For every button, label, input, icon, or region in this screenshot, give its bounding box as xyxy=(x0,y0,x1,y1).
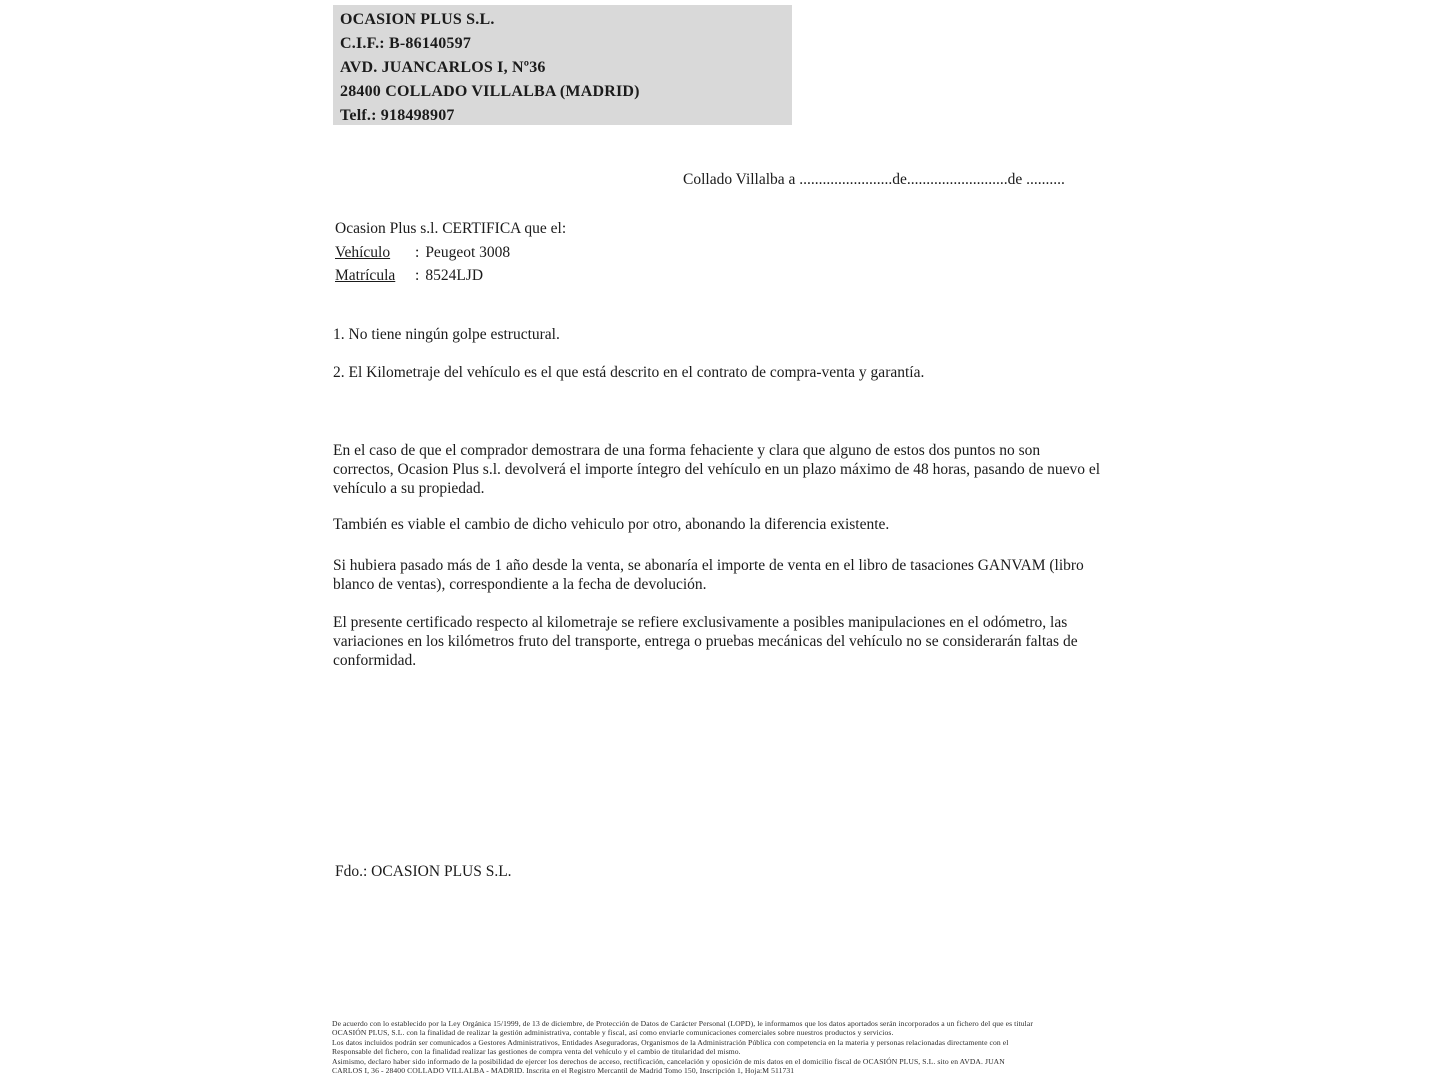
legal-line-2: OCASIÓN PLUS, S.L. con la finalidad de realizar la gestión administrativa, contable y fiscal, así como enviarle comunicaciones comerciales sobre nuestros productos y servicios. xyxy=(332,1028,894,1038)
plate-label: Matrícula xyxy=(335,267,396,284)
vehicle-label: Vehículo xyxy=(335,243,391,261)
legal-line-1: De acuerdo con lo establecido por la Ley Orgánica 15/1999, de 13 de diciembre, de Protección de Datos de Carácter Personal (LOPD), le informamos que los datos aportados serán incorporados a un fichero del que es titular xyxy=(332,1019,1033,1028)
legal-line-3: Los datos incluidos podrán ser comunicados a Gestores Administrativos, Entidades Aseguradoras, Organismos de la Administración Pública con competencia en la materia y personas relacionadas directamente con el xyxy=(332,1037,1009,1047)
plate-separator: : xyxy=(415,267,420,284)
legal-line-4: Responsable del fichero, con la finalidad realizar las gestiones de compra venta del vehículo y el cambio de titularidad del mismo. xyxy=(332,1047,741,1057)
paragraph-ganvam-valuation: Si hubiera pasado más de 1 año desde la venta, se abonaría el importe de venta en el libro de tasaciones GANVAM (libro blanco de ventas), correspondiente a la fecha de devolución. xyxy=(333,557,1084,593)
paragraph-odometer-scope: El presente certificado respecto al kilometraje se refiere exclusivamente a posibles manipulaciones en el odómetro, las variaciones en los kilómetros fruto del transporte, entrega o pruebas mecánicas del vehículo no se considerarán faltas de conformidad. xyxy=(333,614,1078,669)
vehicle-row xyxy=(335,241,566,265)
plate-row xyxy=(335,264,566,288)
certified-point-1: 1. No tiene ningún golpe estructural. xyxy=(333,326,560,343)
plate-value: 8524LJD xyxy=(425,267,484,284)
company-city: 28400 COLLADO VILLALBA (MADRID) xyxy=(340,83,640,100)
vehicle-value: Peugeot 3008 xyxy=(425,243,511,261)
company-cif: C.I.F.: B-86140597 xyxy=(340,35,472,52)
company-name: OCASION PLUS S.L. xyxy=(340,11,495,28)
company-phone: Telf.: 918498907 xyxy=(340,107,455,124)
date-place-line: Collado Villalba a ........................de..........................de .......... xyxy=(683,171,1065,188)
certified-point-2: 2. El Kilometraje del vehículo es el que está descrito en el contrato de compra-venta y garantía. xyxy=(333,364,925,381)
company-address: AVD. JUANCARLOS I, Nº36 xyxy=(340,59,546,76)
paragraph-refund-terms: En el caso de que el comprador demostrara de una forma fehaciente y clara que alguno de estos dos puntos no son correctos, Ocasion Plus s.l. devolverá el importe íntegro del vehículo en un plazo máximo de 48 horas, pasando de nuevo el vehículo a su propiedad. xyxy=(333,442,1101,497)
legal-line-6: CARLOS I, 36 - 28400 COLLADO VILLALBA - MADRID. Inscrita en el Registro Mercantil de Madrid Tomo 150, Inscripción 1, Hoja:M 511731 xyxy=(332,1066,795,1076)
paragraph-exchange-option: También es viable el cambio de dicho vehiculo por otro, abonando la diferencia existente. xyxy=(333,516,890,533)
vehicle-separator: : xyxy=(415,243,420,261)
company-header-block xyxy=(333,5,792,125)
certification-block xyxy=(335,217,566,288)
certification-intro: Ocasion Plus s.l. CERTIFICA que el: xyxy=(335,220,567,237)
legal-fine-print xyxy=(332,1019,1112,1075)
signature-line: Fdo.: OCASION PLUS S.L. xyxy=(335,863,512,880)
legal-line-5: Asimismo, declaro haber sido informado de la posibilidad de ejercer los derechos de acceso, rectificación, cancelación y oposición de mis datos en el domicilio fiscal de OCASIÓN PLUS, S.L. sito en AVDA. JUAN xyxy=(332,1056,1005,1066)
